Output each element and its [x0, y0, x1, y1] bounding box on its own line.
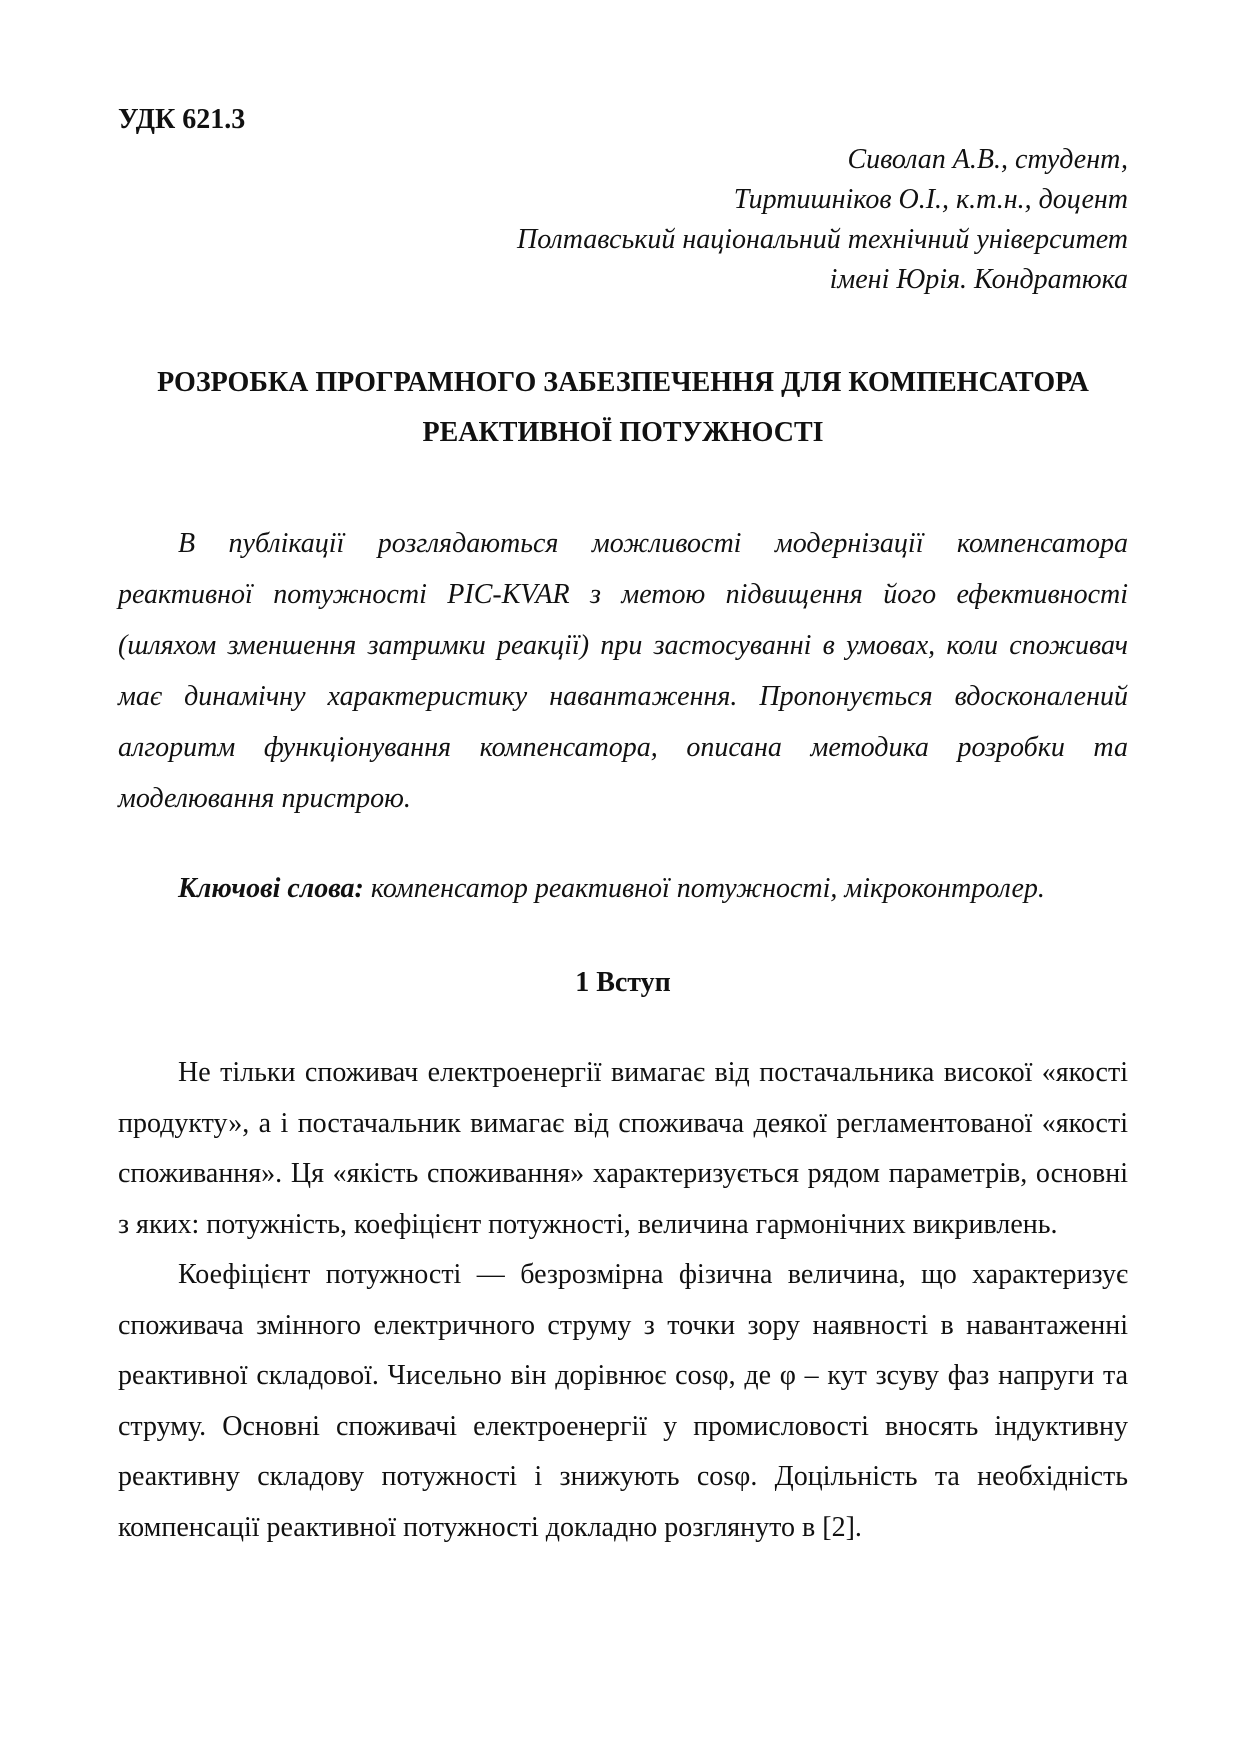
- body-paragraph-2: Коефіцієнт потужності — безрозмірна фізична величина, що характеризує споживача змінного електричного струму з точки зору наявності в навантаженні реактивної складової. Чисельно він дорівнює cosφ, де φ – кут зсуву фаз напруги та струму. Основні споживачі електроенергії у промисловості вносять індуктивну реактивну складову потужності і знижують cosφ. Доцільність та необхідність компенсації реактивної потужності докладно розглянуто в [2].: [118, 1259, 1128, 1543]
- affiliation-line-2: імені Юрія. Кондратюка: [829, 264, 1128, 295]
- paper-title-line-2: РЕАКТИВНОЇ ПОТУЖНОСТІ: [422, 417, 824, 448]
- section-heading-intro: 1 Вступ: [575, 967, 671, 998]
- author-line-1: Сиволап А.В., студент,: [847, 144, 1128, 175]
- keywords: [118, 869, 1128, 909]
- affiliation-line-1: Полтавський національний технічний університет: [517, 224, 1128, 255]
- paper-title-line-1: РОЗРОБКА ПРОГРАМНОГО ЗАБЕЗПЕЧЕННЯ ДЛЯ КОМПЕНСАТОРА: [157, 367, 1089, 398]
- keywords-label: Ключові слова:: [178, 873, 364, 904]
- udk-code: УДК 621.3: [118, 104, 246, 135]
- author-block: [118, 140, 1128, 300]
- author-line-2: Тиртишніков О.І., к.т.н., доцент: [733, 184, 1128, 215]
- document-page: [118, 100, 1128, 1553]
- abstract: В публікації розглядаються можливості модернізації компенсатора реактивної потужності PIC-KVAR з метою підвищення його ефективності (шляхом зменшення затримки реакції) при застосуванні в умовах, коли споживач має динамічну характеристику навантаження. Пропонується вдосконалений алгоритм функціонування компенсатора, описана методика розробки та моделювання пристрою.: [118, 528, 1128, 814]
- paper-title: [118, 358, 1128, 458]
- keywords-text: компенсатор реактивної потужності, мікроконтролер.: [363, 873, 1045, 904]
- body-paragraph-1: Не тільки споживач електроенергії вимагає від постачальника високої «якості продукту», а і постачальник вимагає від споживача деякої регламентованої «якості споживання». Ця «якість споживання» характеризується рядом параметрів, основні з яких: потужність, коефіцієнт потужності, величина гармонічних викривлень.: [118, 1057, 1128, 1240]
